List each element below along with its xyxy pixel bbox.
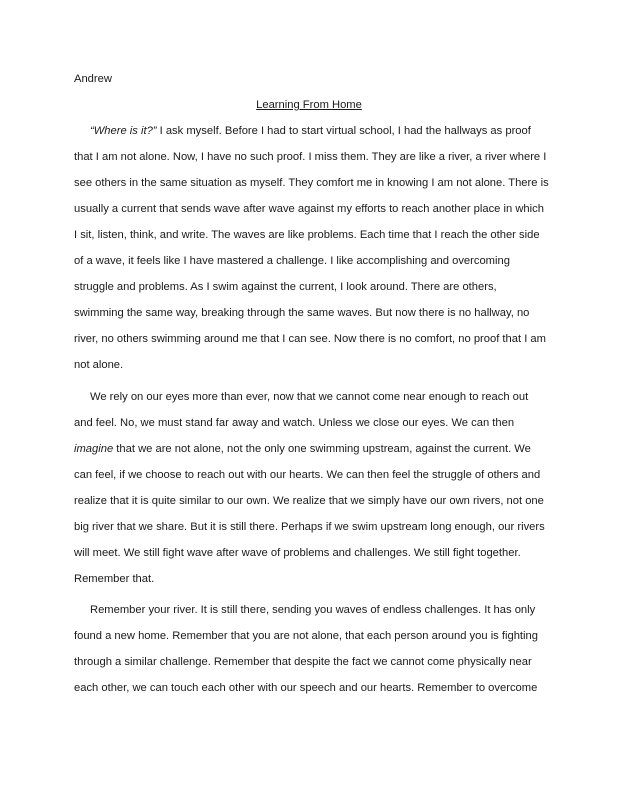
paragraph-line: will meet. We still fight wave after wave of problems and challenges. We still fight together. (74, 547, 521, 559)
paragraph-line (90, 118, 531, 144)
paragraph-line: not alone. (74, 359, 124, 371)
paragraph-line: swimming the same way, breaking through the same waves. But now there is no hallway, no (74, 307, 530, 319)
paragraph-line: We rely on our eyes more than ever, now that we cannot come near enough to reach out (90, 391, 529, 403)
paragraph-line: Remember that. (74, 573, 155, 585)
paragraph-line: big river that we share. But it is still there. Perhaps if we swim upstream long enough, our rivers (74, 521, 545, 533)
quoted-question: “Where is it?” (90, 125, 157, 137)
essay-title-text: Learning From Home (256, 99, 362, 111)
paragraph-line: found a new home. Remember that you are not alone, that each person around you is fighting (74, 630, 538, 642)
paragraph-line: each other, we can touch each other with our speech and our hearts. Remember to overcome (74, 682, 538, 694)
line-text: that we are not alone, not the only one swimming upstream, against the current. We (113, 443, 531, 455)
paragraph-line: struggle and problems. As I swim against the current, I look around. There are others, (74, 281, 497, 293)
paragraph-line: through a similar challenge. Remember that despite the fact we cannot come physically near (74, 656, 532, 668)
paragraph-line: and feel. No, we must stand far away and watch. Unless we close our eyes. We can then (74, 417, 515, 429)
paragraph-line: Remember your river. It is still there, sending you waves of endless challenges. It has only (90, 604, 536, 616)
paragraph-line: I sit, listen, think, and write. The waves are like problems. Each time that I reach the other side (74, 229, 540, 241)
paragraph-line: river, no others swimming around me that I can see. Now there is no comfort, no proof that I am (74, 333, 546, 345)
paragraph-line (74, 436, 531, 462)
paragraph-line: that I am not alone. Now, I have no such proof. I miss them. They are like a river, a river where I (74, 151, 547, 163)
paragraph-line: can feel, if we choose to reach out with our hearts. We can then feel the struggle of others and (74, 469, 541, 481)
emphasized-word: imagine (74, 443, 114, 455)
line-text: I ask myself. Before I had to start virtual school, I had the hallways as proof (156, 125, 531, 137)
paragraph-line: of a wave, it feels like I have mastered a challenge. I like accomplishing and overcoming (74, 255, 510, 267)
paragraph-line: see others in the same situation as myself. They comfort me in knowing I am not alone. There is (74, 177, 549, 189)
paragraph-line: realize that it is quite similar to our own. We realize that we simply have our own rivers, not one (74, 495, 544, 507)
essay-title (0, 92, 618, 118)
author-name: Andrew (74, 73, 112, 85)
paragraph-line: usually a current that sends wave after wave against my efforts to reach another place in which (74, 203, 544, 215)
